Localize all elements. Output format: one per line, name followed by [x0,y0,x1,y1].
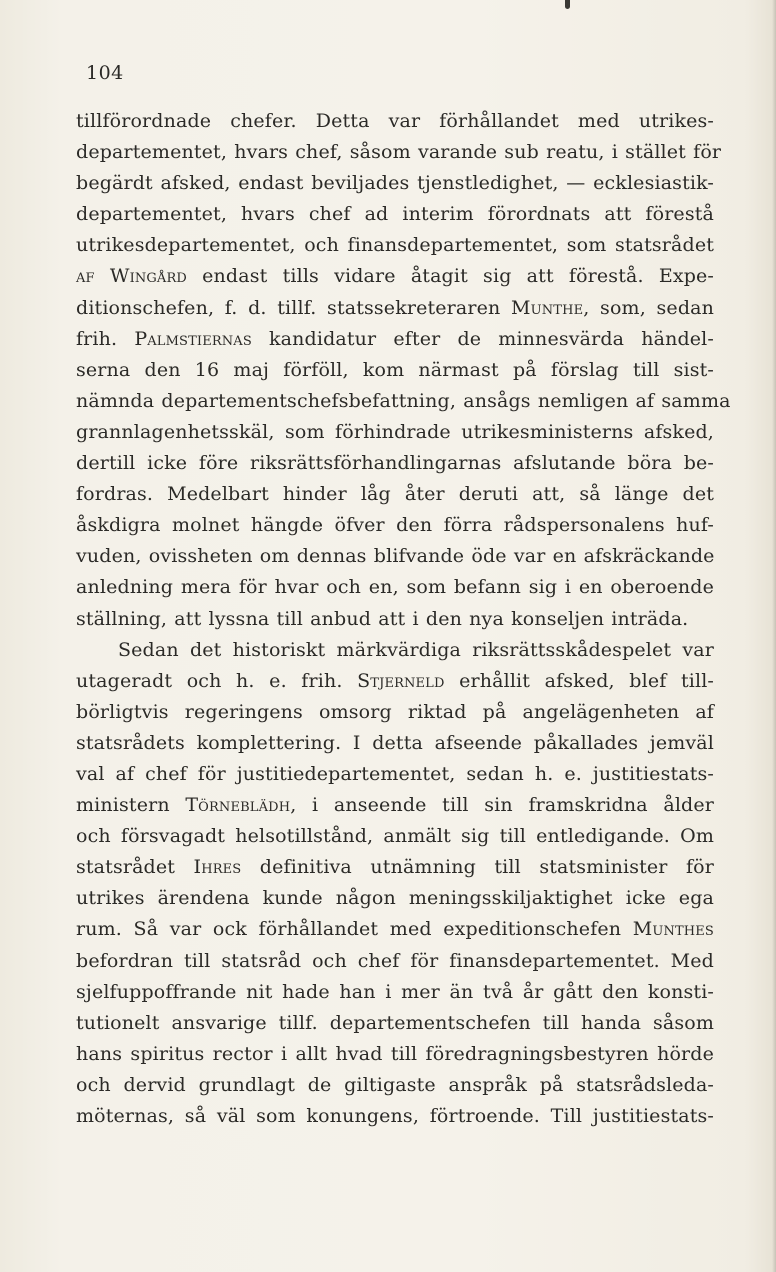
text-line: statsrådet Ihres definitiva utnämning till statsminister för [76,856,714,879]
text-line-paragraph-start: Sedan det historiskt märkvärdiga riksrättsskådespelet var [118,638,714,661]
text-line: begärdt afsked, endast beviljades tjenstledighet, — ecklesiastik- [76,172,714,195]
text-line: tillförordnade chefer. Detta var förhållandet med utrikes- [76,110,714,132]
text-line: departementet, hvars chef ad interim förordnats att förestå [76,203,714,226]
text-line: befordran till statsråd och chef för finansdepartementet. Med [76,949,714,972]
text-line: och försvagadt helsotillstånd, anmält sig till entledigande. Om [76,825,714,848]
text-line: grannlagenhetsskäl, som förhindrade utrikesministerns afsked, [76,420,714,443]
body-text [76,106,731,1132]
name-munthes: Munthes [632,918,714,941]
text-line: tutionelt ansvarige tillf. departementschefen till handa såsom [76,1011,714,1034]
text-line: åskdigra molnet hängde öfver den förra rådspersonalens huf- [76,514,714,537]
text-line: fordras. Medelbart hinder låg åter deruti att, så länge det [76,483,714,506]
name-stjerneld: Stjerneld [357,669,445,692]
text-line: börligtvis regeringens omsorg riktad på angelägenheten af [76,700,714,723]
text-line: departementet, hvars chef, såsom varande sub reatu, i stället för [76,141,722,164]
text-line: ditionschefen, f. d. tillf. statssekreteraren Munthe, som, sedan [76,296,714,319]
text-line: och dervid grundlagt de giltigaste anspråk på statsrådsleda- [76,1073,714,1096]
text-line: ställning, att lyssna till anbud att i den nya konseljen inträda. [76,607,689,630]
text-line: dertill icke före riksrättsförhandlingarnas afslutande böra be- [76,452,714,475]
text-line: frih. Palmstiernas kandidatur efter de minnesvärda händel- [76,327,714,350]
name-palmstiernas: Palmstiernas [134,327,252,350]
page-edge-shadow [772,0,776,1272]
text-line: ministern Törneblädh, i anseende till sin framskridna ålder [76,794,714,817]
text-line: serna den 16 maj förföll, kom närmast på förslag till sist- [76,358,714,381]
text-line: sjelfuppoffrande nit hade han i mer än två år gått den konsti- [76,980,714,1003]
text-line: utrikes ärendena kunde någon meningsskiljaktighet icke ega [76,887,714,910]
page-number: 104 [86,62,124,84]
name-ihres: Ihres [193,856,242,879]
text-line: hans spiritus rector i allt hvad till föredragningsbestyren hörde [76,1042,714,1065]
text-line: rum. Så var ock förhållandet med expeditionschefen Munthes [76,918,714,941]
name-wingard: af Wingård [76,265,187,288]
text-line: statsrådets komplettering. I detta afseende påkallades jemväl [76,731,714,754]
text-line: anledning mera för hvar och en, som befann sig i en oberoende [76,576,714,599]
text-line: val af chef för justitiedepartementet, sedan h. e. justitiestats- [76,762,714,785]
ink-blot [565,0,570,9]
text-line: vuden, ovissheten om dennas blifvande öde var en afskräckande [76,545,715,568]
name-munthe: Munthe [511,296,584,319]
text-line: utageradt och h. e. frih. Stjerneld erhållit afsked, blef till- [76,669,714,692]
text-line: utrikesdepartementet, och finansdepartementet, som statsrådet [76,234,714,257]
name-torneblad: Törneblädh [185,794,291,817]
text-line: af Wingård endast tills vidare åtagit sig att förestå. Expe- [76,265,714,288]
text-line: möternas, så väl som konungens, förtroende. Till justitiestats- [76,1105,714,1127]
text-line: nämnda departementschefsbefattning, ansågs nemligen af samma [76,389,731,412]
